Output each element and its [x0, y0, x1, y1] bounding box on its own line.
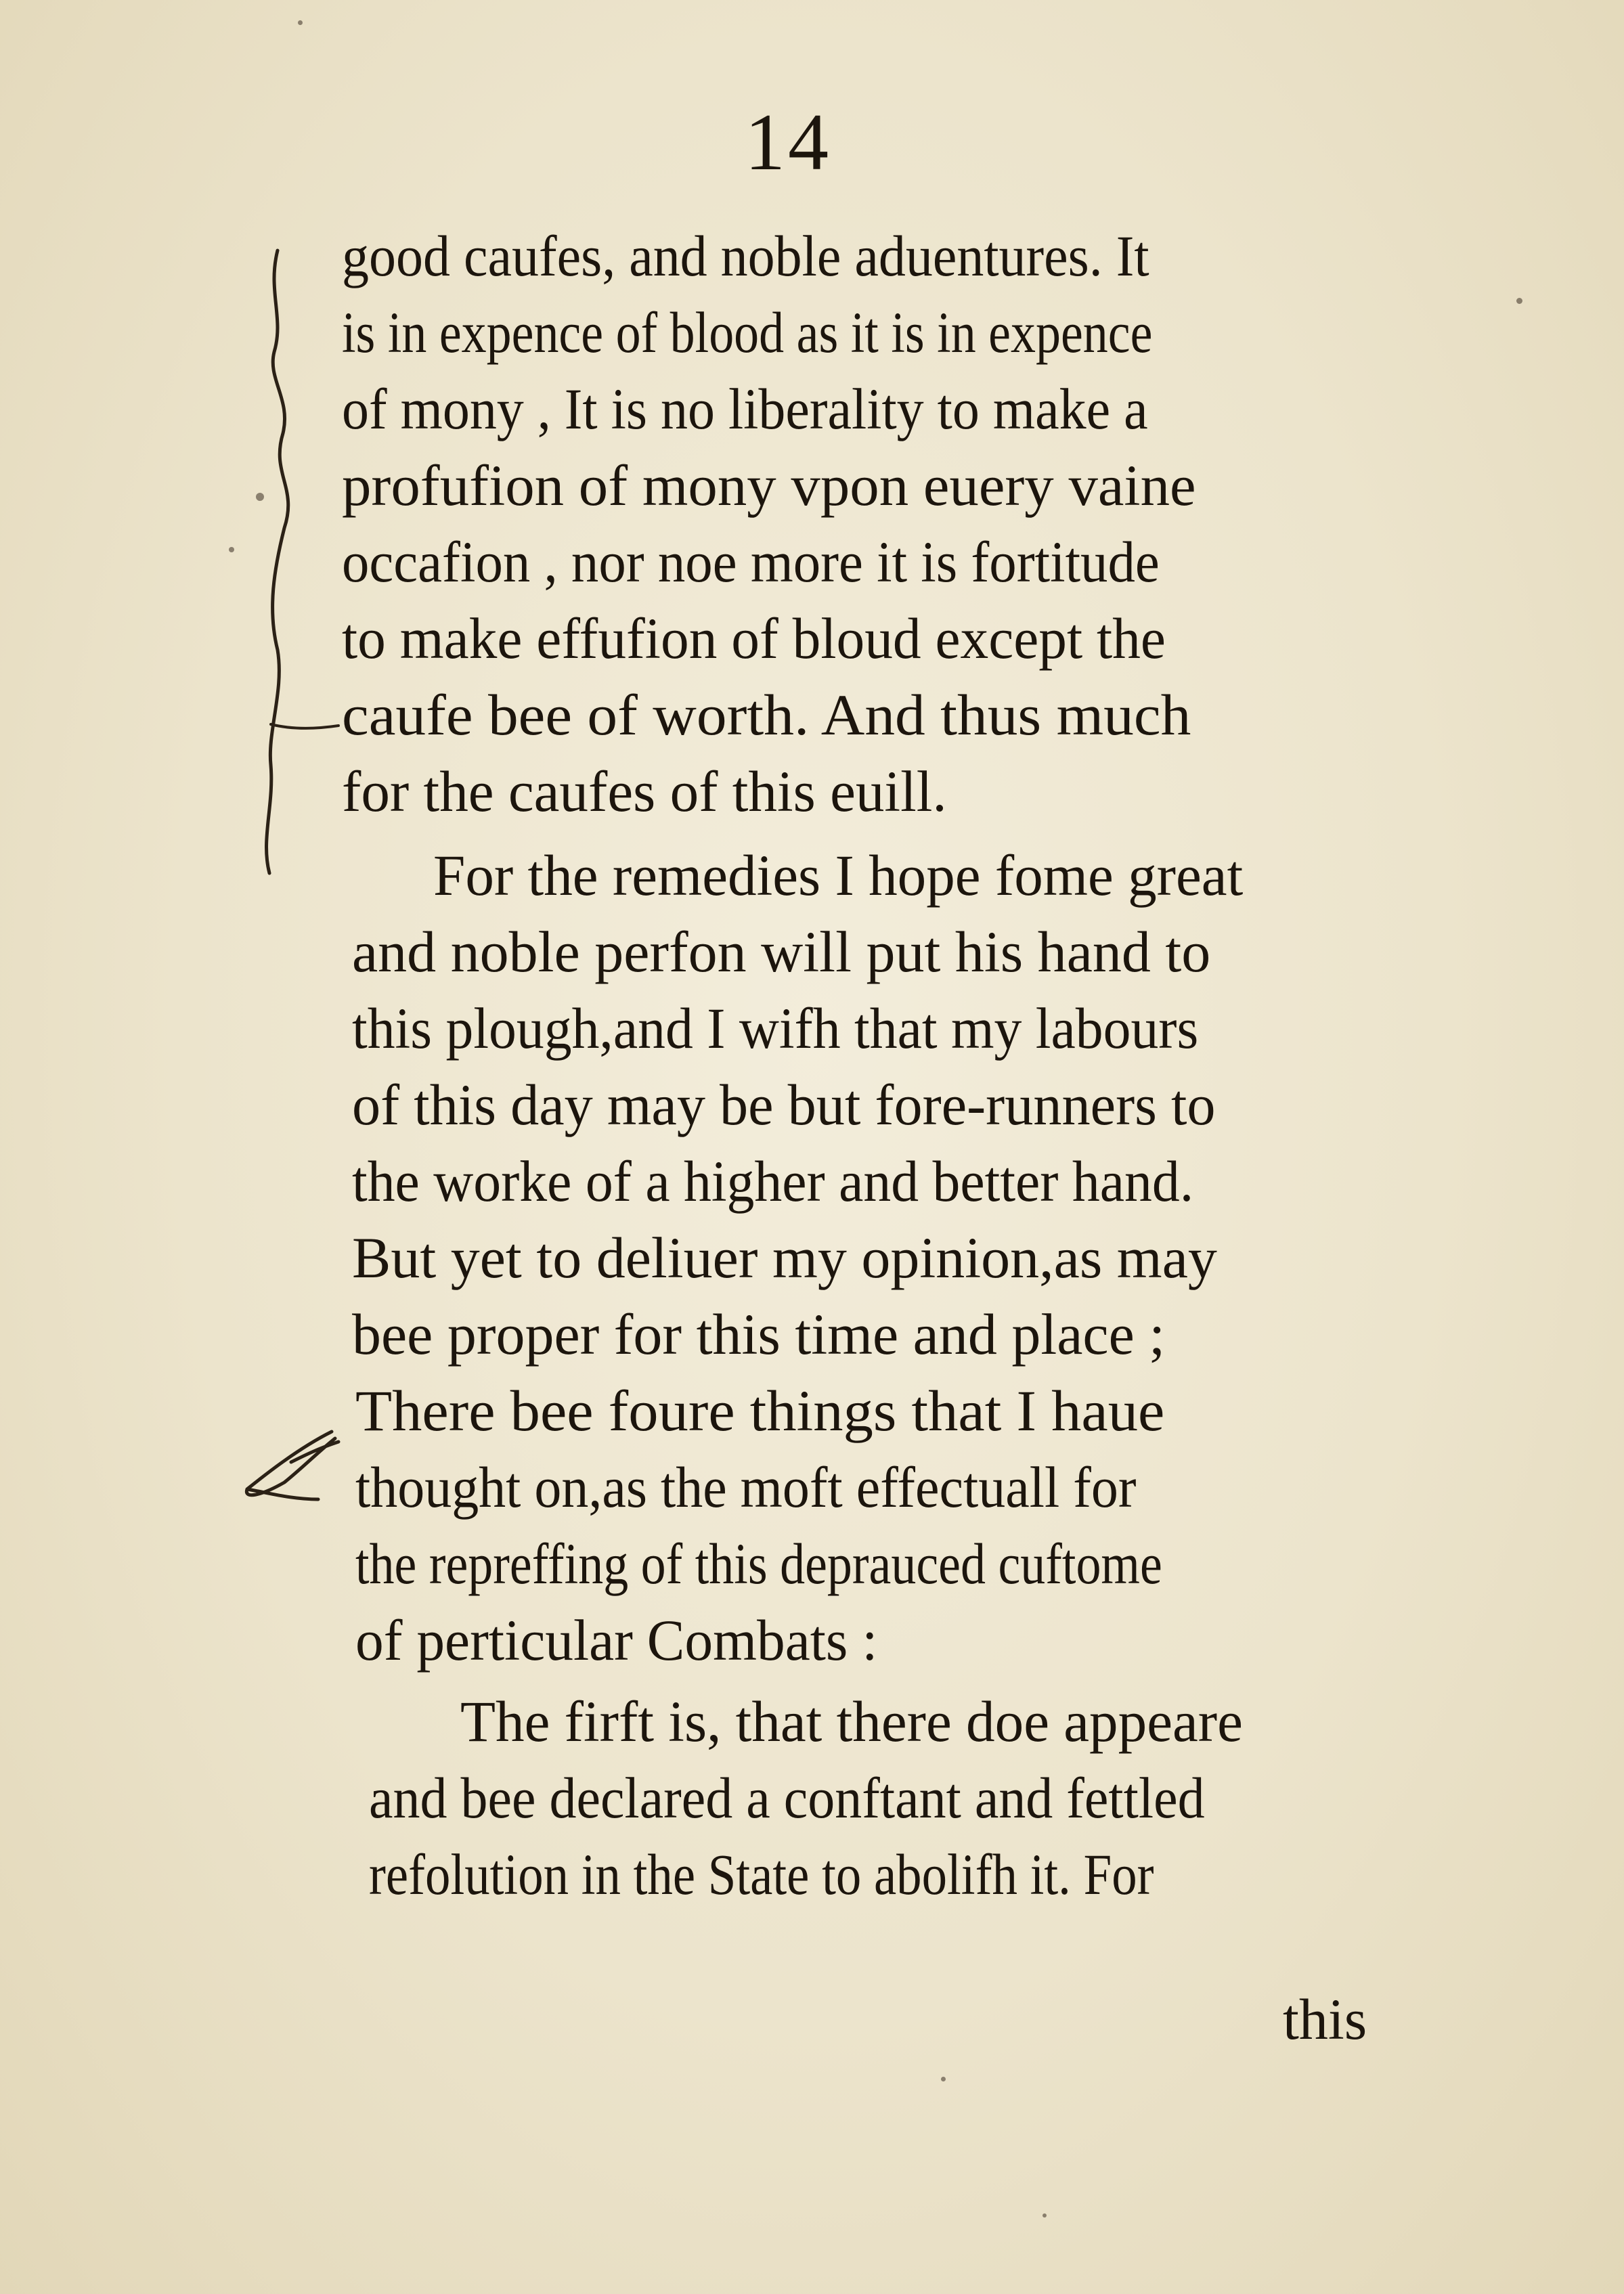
text-line-10: and noble perfon will put his hand to	[352, 919, 1211, 984]
text-line-21: and bee declared a conftant and fettled	[369, 1765, 1205, 1830]
text-line-3: of mony , It is no liberality to make a	[342, 376, 1148, 441]
text-line-22: refolution in the State to abolifh it. For	[369, 1842, 1154, 1907]
text-line-1: good caufes, and noble aduentures. It	[342, 223, 1149, 288]
ink-spot	[229, 547, 234, 552]
text-line-14: But yet to deliuer my opinion,as may	[352, 1225, 1217, 1290]
catchword: this	[1283, 1987, 1367, 2052]
page-number: 14	[745, 97, 831, 187]
ink-spot	[298, 20, 303, 25]
marginal-tick	[271, 724, 338, 728]
text-line-9: For the remedies I hope fome great	[433, 843, 1244, 908]
ink-spot	[1043, 2213, 1047, 2218]
ink-spot	[941, 2077, 946, 2081]
text-line-2: is in expence of blood as it is in expence	[342, 300, 1153, 365]
text-line-20: The firft is, that there doe appeare	[460, 1689, 1243, 1754]
text-line-13: the worke of a higher and better hand.	[352, 1149, 1194, 1214]
text-line-4: profufion of mony vpon euery vaine	[342, 453, 1196, 518]
text-line-6: to make effufion of bloud except the	[342, 606, 1166, 671]
text-line-7: caufe bee of worth. And thus much	[342, 682, 1191, 747]
text-line-18: the repreffing of this deprauced cuftome	[355, 1531, 1162, 1596]
text-line-8: for the caufes of this euill.	[342, 759, 947, 824]
text-line-5: occafion , nor noe more it is fortitude	[342, 529, 1160, 594]
text-line-19: of perticular Combats :	[355, 1608, 878, 1673]
text-line-17: thought on,as the moft effectuall for	[355, 1455, 1137, 1520]
pointing-hand-flourish	[246, 1432, 338, 1499]
text-line-12: of this day may be but fore-runners to	[352, 1072, 1216, 1137]
text-line-11: this plough,and I wifh that my labours	[352, 996, 1199, 1061]
text-line-15: bee proper for this time and place ;	[352, 1302, 1166, 1367]
ink-spot	[1516, 298, 1522, 304]
text-line-16: There bee foure things that I haue	[355, 1378, 1165, 1443]
ink-spot	[256, 493, 264, 501]
marginal-bracket	[267, 250, 288, 873]
